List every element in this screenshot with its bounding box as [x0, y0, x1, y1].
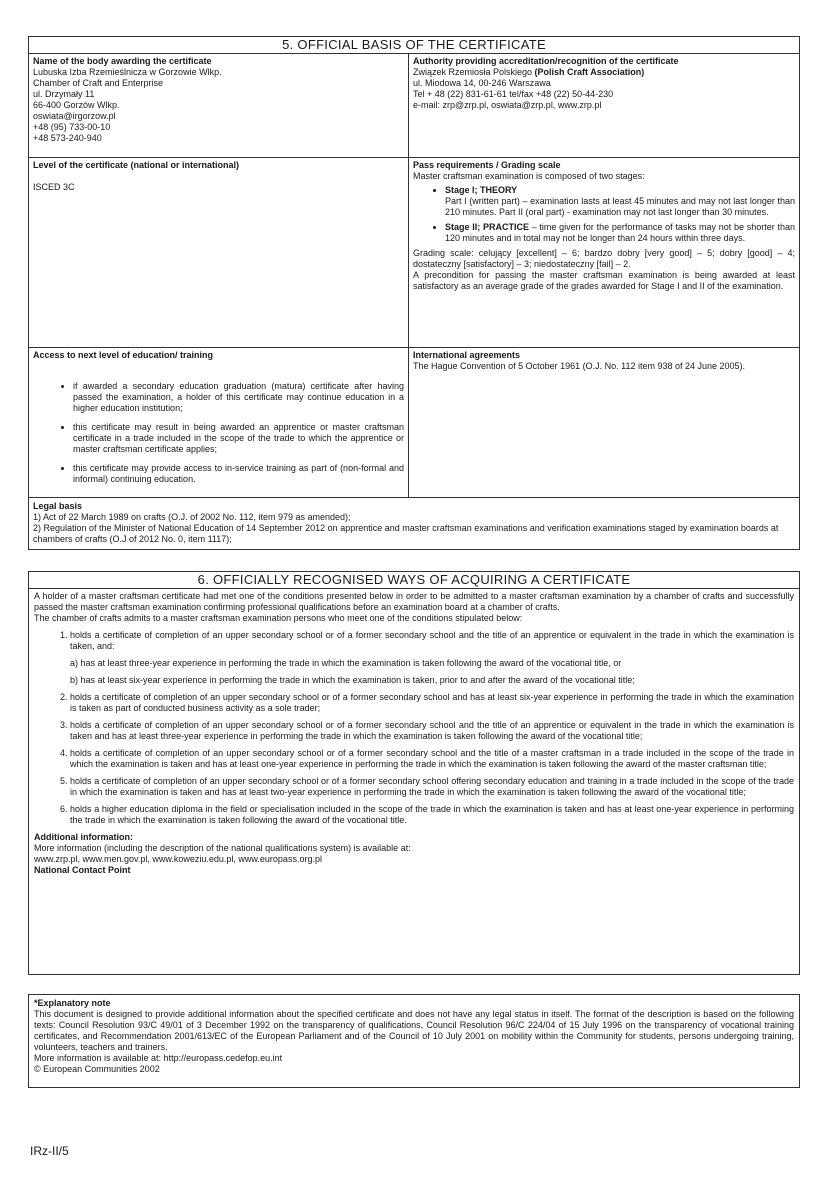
- condition-1-options: [70, 658, 794, 686]
- condition-item: 3. holds a certificate of completion of an upper secondary school or of a former secondary school and the title of an apprentice or equivalent in the trade in which the examination is taken and has at least three-year experience in performing the trade in which the examination is taken following the award of the vocational title;: [70, 720, 794, 742]
- access-list: [33, 381, 404, 485]
- section6-intro-1: A holder of a master craftsman certificate had met one of the conditions presented below in order to be admitted to a master craftsman examination by a chamber of crafts and successfully passed the master craftsman examination confirming professional qualifications before an examination board at a chamber of crafts.: [34, 591, 794, 612]
- condition-1b: b) has at least six-year experience in performing the trade in which the examination is taken, prior to and after the award of the vocational title;: [70, 675, 635, 685]
- grading-scale: Grading scale: celujący [excellent] – 6; bardzo dobry [very good] – 5; dobry [good] – 4; dostateczny [satisfactory] – 3; niedostateczny [fail] – 2.: [413, 248, 795, 269]
- awarding-body-line: ul. Drzymały 11: [33, 89, 95, 99]
- level-value: ISCED 3C: [33, 182, 75, 192]
- authority-name-plain: Związek Rzemiosła Polskiego: [413, 67, 535, 77]
- stage-2-text: – time given for the performance of tasks may not be shorter than 120 minutes and in total may not be longer than 24 hours within three days.: [445, 222, 795, 243]
- section6-body: [29, 589, 799, 878]
- section-official-basis: [28, 36, 800, 550]
- conditions-list: [34, 630, 794, 826]
- access-cell: [29, 348, 409, 498]
- note-copyright: © European Communities 2002: [34, 1064, 160, 1074]
- level-cell: [29, 158, 409, 348]
- note-text: This document is designed to provide additional information about the specified certificate and does not have any legal status in itself. The format of the description is based on the following texts: Council Resolution 93/C 49/01 of 3 December 1992 on the transparency of qualifications, Council Resolution 96/C 224/04 of 15 July 1996 on the transparency of vocational training certificates, and Recommendation 2001/613/EC of the European Parliament and of the Council of 10 July 2001 on mobility within the Community for students, persons undergoing training, volunteers, teachers and trainers.: [34, 1009, 794, 1052]
- stage-1-text: Part I (written part) – examination lasts at least 45 minutes and may not last longer than 210 minutes. Part II (oral part) - examination may not last longer than 30 minutes.: [445, 196, 795, 217]
- authority-name-english: (Polish Craft Association): [534, 67, 645, 77]
- condition-item: 5. holds a certificate of completion of an upper secondary school or of a former secondary school offering secondary education and training in a trade included in the scope of the trade in which the examination is taken and has at least two-year experience in performing the trade in which the examination is taken following the award of the vocational title;: [70, 776, 794, 798]
- level-heading: Level of the certificate (national or international): [33, 160, 240, 170]
- access-item: • this certificate may provide access to in-service training as part of (non-formal and informal) continuing education.: [73, 463, 404, 485]
- note-more-info: More information is available at: http://europass.cedefop.eu.int: [34, 1053, 283, 1063]
- additional-info-links: www.zrp.pl, www.men.gov.pl, www.koweziu.edu.pl, www.europass.org.pl: [34, 854, 322, 864]
- stage-2-label: Stage II; PRACTICE: [445, 222, 529, 232]
- legal-line-1: 1) Act of 22 March 1989 on crafts (O.J. of 2002 No. 112, item 979 as amended);: [33, 512, 351, 522]
- section6-intro-2: The chamber of crafts admits to a master craftsman examination persons who meet one of the conditions stipulated below:: [34, 613, 523, 623]
- condition-1a: a) has at least three-year experience in performing the trade in which the examination is taken following the award of the vocational title, or: [70, 658, 622, 668]
- access-item: • if awarded a secondary education graduation (matura) certificate after having passed the examination, a holder of this certificate may continue education in a higher education institution;: [73, 381, 404, 414]
- agreements-cell: [409, 348, 799, 498]
- authority-email: e-mail: zrp@zrp.pl, oswiata@zrp.pl, www.zrp.pl: [413, 100, 602, 110]
- page-footer-code: IRz-II/5: [30, 1144, 69, 1158]
- condition-item: 4. holds a certificate of completion of an upper secondary school or of a former secondary school and the title of a master craftsman in a trade included in the scope of the trade in which the examination is taken and has at least one-year experience in performing the trade in which the examination is taken following the award of the master craftsman title;: [70, 748, 794, 770]
- awarding-body-phone: +48 (95) 733-00-10: [33, 122, 111, 132]
- additional-info-text: More information (including the description of the national qualifications system) is available at:: [34, 843, 411, 853]
- agreements-heading: International agreements: [413, 350, 521, 360]
- condition-1-text: holds a certificate of completion of an upper secondary school or of a former secondary school and the title of an apprentice or equivalent in the trade in which the examination is taken, and:: [70, 630, 794, 651]
- awarding-body-email: oswiata@irgorzow.pl: [33, 111, 116, 121]
- authority-phone: Tel + 48 (22) 831-61-61 tel/fax +48 (22) 50-44-230: [413, 89, 614, 99]
- pass-intro: Master craftsman examination is composed of two stages:: [413, 171, 645, 181]
- access-heading: Access to next level of education/ training: [33, 350, 214, 360]
- explanatory-note: [28, 994, 800, 1088]
- authority-cell: [409, 54, 799, 158]
- authority-heading: Authority providing accreditation/recognition of the certificate: [413, 56, 679, 66]
- national-contact-point: National Contact Point: [34, 865, 131, 875]
- stage-2-item: [445, 222, 795, 244]
- section6-title: 6. OFFICIALLY RECOGNISED WAYS OF ACQUIRING A CERTIFICATE: [29, 572, 799, 589]
- stage-1-label: Stage I; THEORY: [445, 185, 518, 195]
- awarding-body-line: 66-400 Gorzów Wlkp.: [33, 100, 120, 110]
- section5-title: 5. OFFICIAL BASIS OF THE CERTIFICATE: [29, 37, 799, 54]
- section-acquiring-certificate: [28, 571, 800, 975]
- agreements-text: The Hague Convention of 5 October 1961 (O.J. No. 112 item 938 of 24 June 2005).: [413, 361, 746, 371]
- pass-precondition: A precondition for passing the master craftsman examination is being awarded at least satisfactory as an average grade of the grades awarded for Stage I and II of the examination.: [413, 270, 795, 291]
- additional-info-heading: Additional information:: [34, 832, 133, 842]
- condition-item: [70, 630, 794, 686]
- awarding-body-line: Lubuska Izba Rzemieślnicza w Gorzowie Wlkp.: [33, 67, 222, 77]
- legal-heading: Legal basis: [33, 501, 83, 511]
- pass-requirements-cell: [409, 158, 799, 348]
- awarding-body-heading: Name of the body awarding the certificate: [33, 56, 212, 66]
- awarding-body-cell: [29, 54, 409, 158]
- condition-item: 2. holds a certificate of completion of an upper secondary school or of a former secondary school and has at least six-year experience in performing the trade in which the examination is taken as part of conducted business activity as a sole trader;: [70, 692, 794, 714]
- stage-1-item: [445, 185, 795, 218]
- condition-item: 6. holds a higher education diploma in the field or specialisation included in the scope of the trade in which the examination is taken and has at least one-year experience in performing the trade in which the examination is taken following the award of the vocational title.: [70, 804, 794, 826]
- legal-basis: [29, 498, 799, 548]
- note-heading: *Explanatory note: [34, 998, 111, 1008]
- authority-name: [413, 67, 795, 78]
- legal-line-2: 2) Regulation of the Minister of National Education of 14 September 2012 on apprentice and master craftsman examinations and verification examinations staged by examination boards at chambers of crafts (O.J of 2012 No. 0, item 1117);: [33, 523, 779, 544]
- pass-heading: Pass requirements / Grading scale: [413, 160, 561, 170]
- authority-address: ul. Miodowa 14, 00-246 Warszawa: [413, 78, 551, 88]
- awarding-body-line: Chamber of Craft and Enterprise: [33, 78, 164, 88]
- stages-list: [413, 185, 795, 244]
- access-item: • this certificate may result in being awarded an apprentice or master craftsman certificate in a trade included in the scope of the trade to which the apprentice or master craftsman certificate applies;: [73, 422, 404, 455]
- awarding-body-phone: +48 573-240-940: [33, 133, 102, 143]
